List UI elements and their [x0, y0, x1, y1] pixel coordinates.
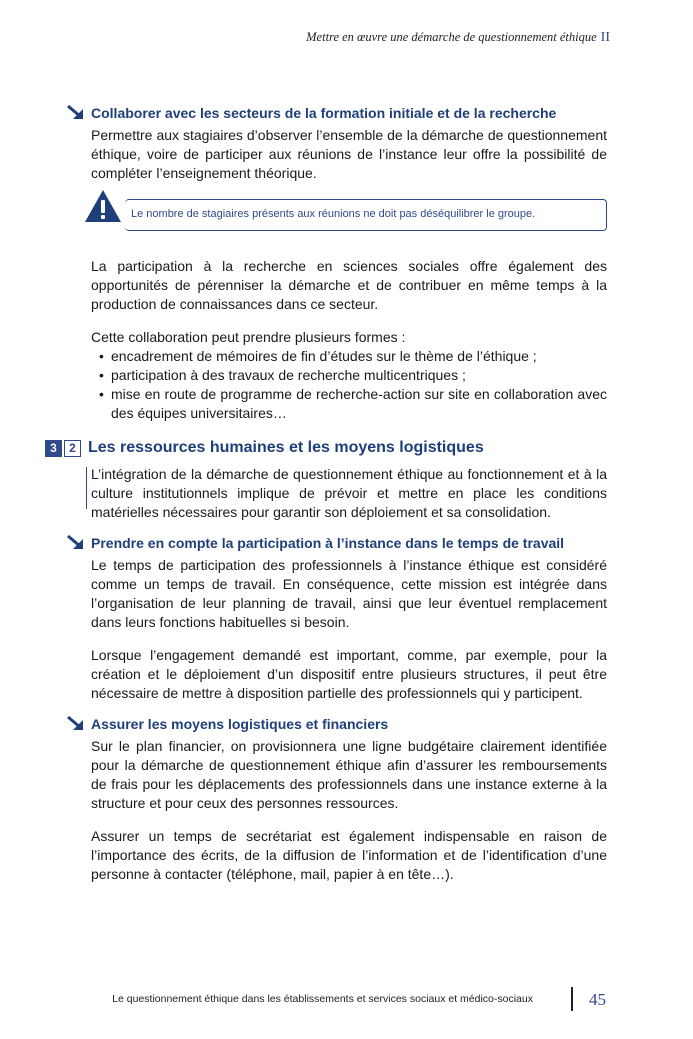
subheading-moyens-logistiques [91, 715, 607, 733]
arrow-down-right-icon [65, 103, 87, 123]
section-number-major: 3 [45, 440, 62, 457]
paragraph-stagiaires: Permettre aux stagiaires d’observer l’ensemble de la démarche de questionnement éthique, voire de participer aux réunions de l’instance leur offre la possibilité de compléter l’enseignement théorique. [91, 127, 607, 181]
subheading-text: Collaborer avec les secteurs de la formation initiale et de la recherche [91, 105, 557, 121]
warning-triangle-icon [83, 188, 123, 224]
page-content [50, 104, 607, 884]
paragraph-financier: Sur le plan financier, on provisionnera une ligne budgétaire clairement identifiée pour la démarche de questionnement éthique afin d’assurer les remboursements de frais pour les déplacements des professionnels dans une instance externe à la structure et pour ceux des personnes ressources. [91, 738, 607, 811]
subheading-text: Prendre en compte la participation à l’instance dans le temps de travail [91, 535, 565, 551]
chapter-number: II [600, 30, 610, 45]
paragraph-engagement: Lorsque l’engagement demandé est important, comme, par exemple, pour la création et le déploiement d’un dispositif entre plusieurs structures, il peut être nécessaire de mettre à disposition partielle des professionnels qui y participent. [91, 647, 607, 701]
list-item: • encadrement de mémoires de fin d’études sur le thème de l’éthique ; [91, 347, 607, 366]
section-heading [45, 439, 607, 457]
running-header [306, 30, 610, 46]
warning-callout [125, 199, 607, 231]
page-number: 45 [589, 990, 606, 1009]
list-item: • participation à des travaux de recherche multicentriques ; [91, 366, 607, 385]
paragraph-section-intro: L’intégration de la démarche de questionnement éthique au fonctionnement et à la culture institutionnels implique de prévoir et mettre en place les conditions matérielles nécessaires pour garantir son déploiement et sa consolidation. [91, 466, 607, 520]
section-number-minor: 2 [64, 440, 81, 457]
subheading-temps-travail [91, 534, 607, 552]
section-title: Les ressources humaines et les moyens logistiques [88, 439, 484, 456]
arrow-down-right-icon [65, 533, 87, 553]
collaboration-list [91, 347, 607, 423]
footer-divider [571, 987, 573, 1011]
paragraph-secretariat: Assurer un temps de secrétariat est également indispensable en raison de l’importance des écrits, de la diffusion de l’information et de l’identification d’une personne à contacter (téléphone, mail, papier à en tête…). [91, 828, 607, 882]
section-intro-block [91, 465, 607, 522]
arrow-down-right-icon [65, 714, 87, 734]
warning-text: Le nombre de stagiaires présents aux réunions ne doit pas déséquilibrer le groupe. [131, 208, 536, 220]
paragraph-temps-travail: Le temps de participation des professionnels à l’instance éthique est considéré comme un temps de travail. En conséquence, cette mission est intégrée dans l’organisation de leur planning de travail, ainsi que leur éventuel remplacement dans leurs fonctions habituelles si besoin. [91, 557, 607, 630]
footer-book-title: Le questionnement éthique dans les établissements et services sociaux et médico-sociaux [112, 993, 533, 1005]
paragraph-collaboration-intro: Cette collaboration peut prendre plusieurs formes : [91, 329, 406, 345]
section-rule [86, 467, 87, 509]
list-item: • mise en route de programme de recherche-action sur site en collaboration avec des équipes universitaires… [91, 385, 607, 423]
subheading-text: Assurer les moyens logistiques et financiers [91, 716, 389, 732]
running-title: Mettre en œuvre une démarche de questionnement éthique [306, 30, 597, 44]
paragraph-recherche: La participation à la recherche en sciences sociales offre également des opportunités de pérenniser la démarche et de contribuer en même temps à la production de connaissances dans ce secteur. [91, 258, 607, 312]
subheading-formation-recherche [91, 104, 607, 122]
